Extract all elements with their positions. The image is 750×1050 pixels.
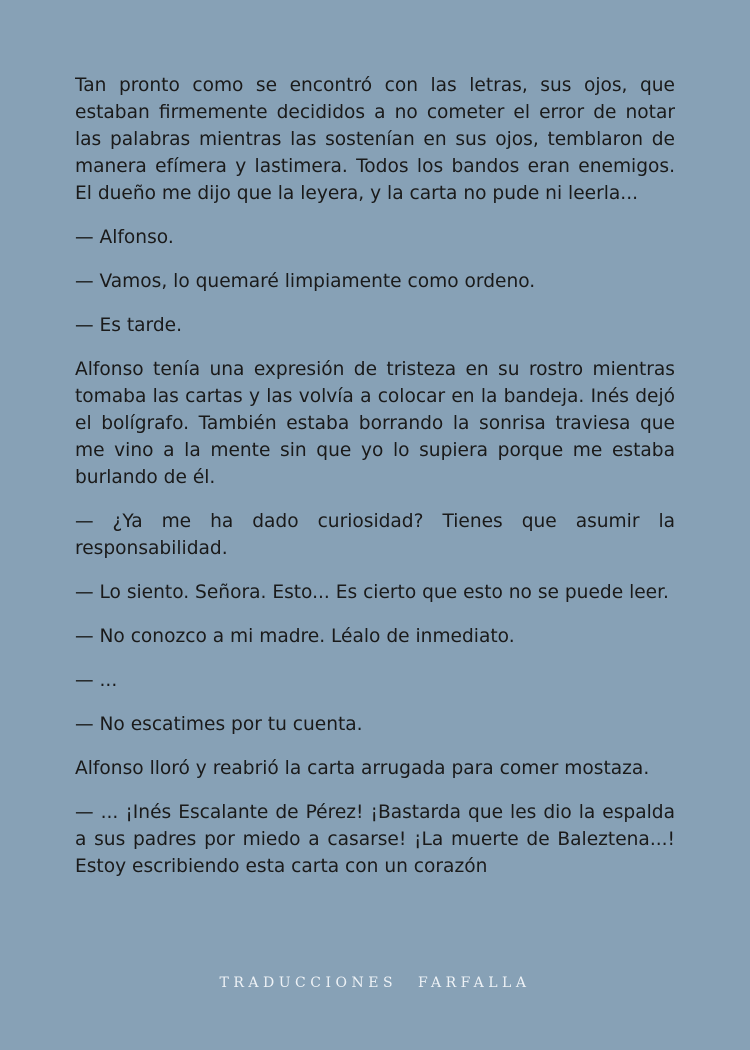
paragraph: Alfonso tenía una expresión de tristeza en su rostro mientras tomaba las cartas y las volvía a colocar en la bandeja. Inés dejó el bolígrafo. También estaba borrando la sonrisa traviesa que me vino a la mente sin que yo lo supiera porque me estaba burlando de él. xyxy=(75,359,675,488)
dialogue-line: — Vamos, lo quemaré limpiamente como ordeno. xyxy=(75,271,536,292)
page-footer: TRADUCCIONES FARFALLA xyxy=(219,975,531,991)
dialogue-line: — ... xyxy=(75,670,118,691)
dialogue-line: — No escatimes por tu cuenta. xyxy=(75,714,363,735)
paragraph: Alfonso lloró y reabrió la carta arrugada para comer mostaza. xyxy=(75,758,650,779)
dialogue-line: — Alfonso. xyxy=(75,227,174,248)
document-body xyxy=(75,72,675,968)
dialogue-line: — ¿Ya me ha dado curiosidad? Tienes que asumir la responsabilidad. xyxy=(75,511,675,559)
dialogue-line: — Lo siento. Señora. Esto... Es cierto que esto no se puede leer. xyxy=(75,582,669,603)
paragraph: Tan pronto como se encontró con las letras, sus ojos, que estaban firmemente decididos a no cometer el error de notar las palabras mientras las sostenían en sus ojos, temblaron de manera efímera y lastimera. Todos los bandos eran enemigos. El dueño me dijo que la leyera, y la carta no pude ni leerla... xyxy=(75,75,675,204)
dialogue-line: — No conozco a mi madre. Léalo de inmediato. xyxy=(75,626,515,647)
dialogue-line: — ... ¡Inés Escalante de Pérez! ¡Bastarda que les dio la espalda a sus padres por miedo a casarse! ¡La muerte de Baleztena...! Estoy escribiendo esta carta con un corazón xyxy=(75,802,675,877)
dialogue-line: — Es tarde. xyxy=(75,315,183,336)
